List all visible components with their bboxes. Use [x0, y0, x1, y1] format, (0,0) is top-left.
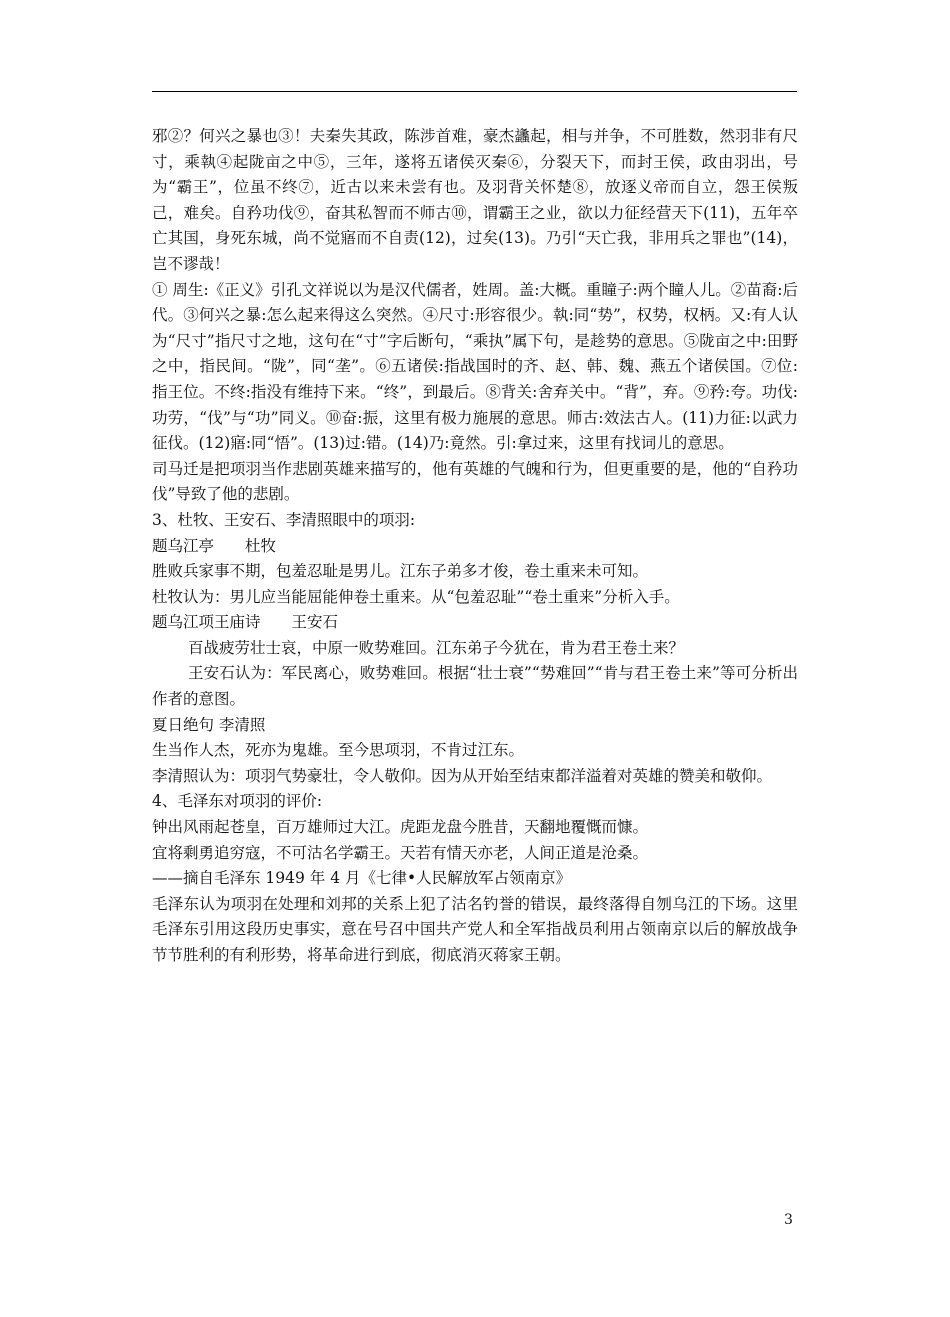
- section-heading: 4、毛泽东对项羽的评价:: [152, 792, 323, 811]
- text-paragraph: 司马迁是把项羽当作悲剧英雄来描写的，他有英雄的气魄和行为，但更重要的是，他的“自矜功伐”导致了他的悲剧。: [152, 459, 798, 504]
- text-paragraph: 李清照认为：项羽气势豪壮，令人敬仰。因为从开始至结束都洋溢着对英雄的赞美和敬仰。: [152, 766, 773, 785]
- poem-text: 胜败兵家事不期，包羞忍耻是男儿。江东子弟多才俊，卷土重来未可知。: [152, 562, 649, 581]
- document-body: [152, 124, 798, 969]
- poem-title: 题乌江项王庙诗 王安石: [152, 613, 339, 632]
- poem-title: 题乌江亭 杜牧: [152, 536, 277, 555]
- footnotes-paragraph: ① 周生:《正义》引孔文祥说以为是汉代儒者，姓周。盖:大概。重瞳子:两个瞳人儿。②苗裔:后代。③何兴之暴:怎么起来得这么突然。④尺寸:形容很少。執:同“势”，权势，权柄。又:有人认为“尺寸”指尺寸之地，这句在“寸”字后断句，“乘执”属下句，是趁势的意思。⑤陇亩之中:田野之中，指民间。“陇”，同“垄”。⑥五诸侯:指战国时的齐、赵、韩、魏、燕五个诸侯国。⑦位:指王位。不终:指没有维持下来。“终”，到最后。⑧背关:舍弃关中。“背”，弃。⑨矜:夸。功伐:功劳，“伐”与“功”同义。⑩奋:振，这里有极力施展的意思。师古:效法古人。(11)力征:以武力征伐。(12)寤:同“悟”。(13)过:错。(14)乃:竟然。引:拿过来，这里有找词儿的意思。: [152, 280, 798, 453]
- header-rule: [152, 91, 797, 92]
- poem-text: 钟出风雨起苍皇，百万雄师过大江。虎距龙盘今胜昔，天翻地覆慨而慷。: [152, 818, 649, 837]
- text-paragraph: 毛泽东认为项羽在处理和刘邦的关系上犯了沽名钓誉的错误，最终落得自刎乌江的下场。这里毛泽东引用这段历史事实，意在号召中国共产党人和全军指战员利用占领南京以后的解放战争节节胜利的有利形势，将革命进行到底，彻底消灭蒋家王朝。: [152, 894, 798, 964]
- poem-text: 生当作人杰，死亦为鬼雄。至今思项羽，不肯过江东。: [152, 741, 525, 760]
- poem-source: ——摘自毛泽东 1949 年 4 月《七律•人民解放军占领南京》: [152, 869, 572, 888]
- section-heading: 3、杜牧、王安石、李清照眼中的项羽:: [152, 510, 416, 529]
- poem-title: 夏日绝句 李清照: [152, 715, 266, 734]
- page-number: 3: [784, 1212, 793, 1228]
- text-paragraph: 王安石认为：军民离心，败势难回。根据“壮士衰”“势难回”“肯与君王卷土来”等可分析出作者的意图。: [152, 664, 798, 709]
- text-paragraph: 邪②？何兴之暴也③！夫秦失其政，陈涉首难，豪杰蠭起，相与并争，不可胜数，然羽非有尺寸，乘執④起陇亩之中⑤，三年，遂将五诸侯灭秦⑥，分裂天下，而封王侯，政由羽出，号为“霸王”，位虽不终⑦，近古以来未尝有也。及羽背关怀楚⑧，放逐义帝而自立，怨王侯叛己，难矣。自矜功伐⑨，奋其私智而不师古⑩，谓霸王之业，欲以力征经营天下(11)，五年卒亡其国，身死东城，尚不觉寤而不自责(12)，过矣(13)。乃引“天亡我，非用兵之罪也”(14)，岂不谬哉！: [152, 127, 798, 273]
- poem-text: 百战疲劳壮士哀，中原一败势难回。江东弟子今犹在，肯为君王卷土来？: [188, 638, 685, 657]
- text-paragraph: 杜牧认为：男儿应当能屈能伸卷土重来。从“包羞忍耻”“卷土重来”分析入手。: [152, 587, 680, 606]
- poem-text: 宜将剩勇追穷寇，不可沽名学霸王。天若有情天亦老，人间正道是沧桑。: [152, 843, 649, 862]
